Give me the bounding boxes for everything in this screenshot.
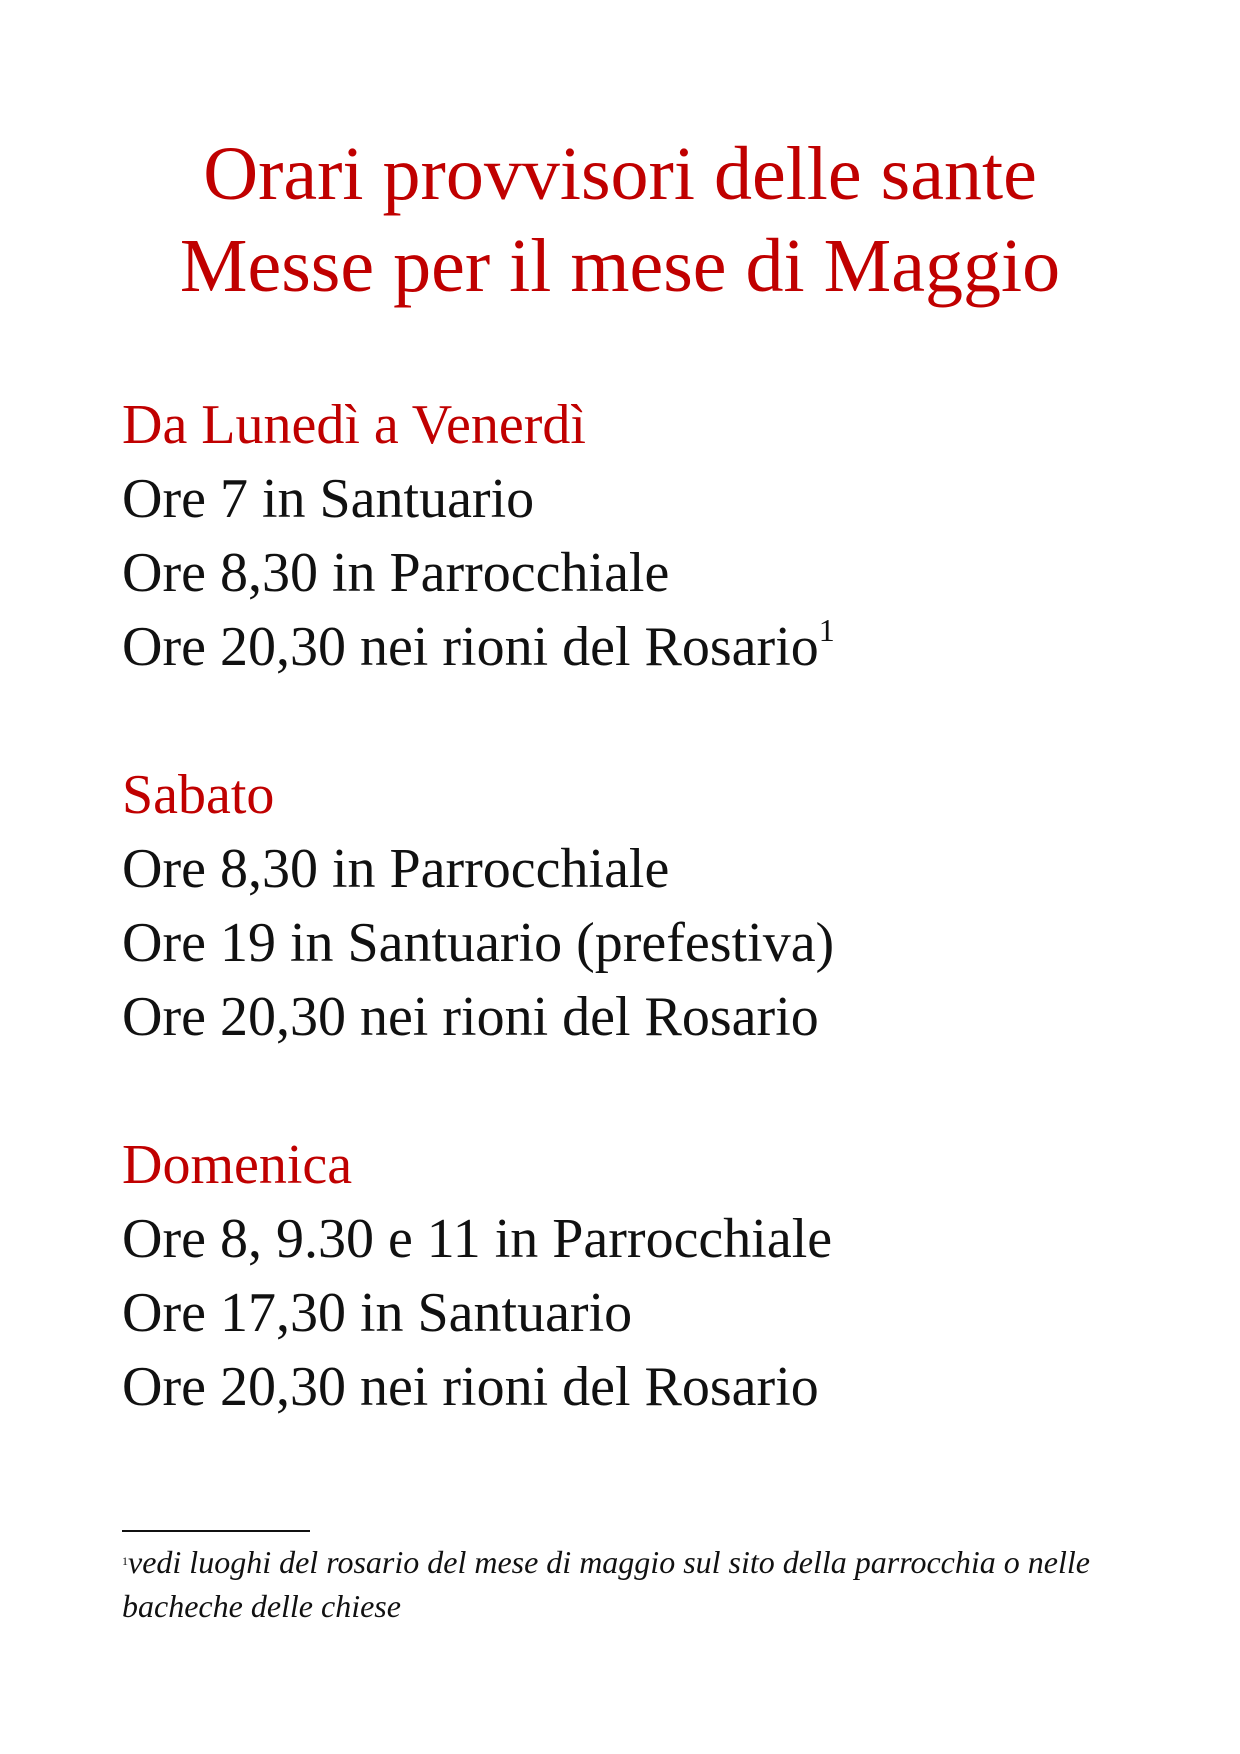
schedule-line: Ore 8,30 in Parrocchiale bbox=[122, 838, 670, 900]
schedule-line: Ore 17,30 in Santuario bbox=[122, 1282, 633, 1344]
section-sunday bbox=[122, 1128, 1122, 1424]
section-heading: Sabato bbox=[122, 764, 275, 826]
footnote-text: vedi luoghi del rosario del mese di maggio sul sito della parrocchia o nelle bacheche delle chiese bbox=[122, 1544, 1090, 1624]
schedule-line: Ore 8, 9.30 e 11 in Parrocchiale bbox=[122, 1208, 833, 1270]
page-title bbox=[0, 128, 1240, 312]
footnote bbox=[122, 1540, 1122, 1628]
schedule-line: Ore 20,30 nei rioni del Rosario bbox=[122, 986, 819, 1048]
title-line-2: Messe per il mese di Maggio bbox=[179, 224, 1061, 308]
section-heading: Domenica bbox=[122, 1134, 353, 1196]
schedule-line: Ore 8,30 in Parrocchiale bbox=[122, 542, 670, 604]
section-weekdays bbox=[122, 388, 1122, 684]
schedule-line: Ore 7 in Santuario bbox=[122, 468, 535, 530]
footnote-divider bbox=[122, 1530, 310, 1532]
section-heading: Da Lunedì a Venerdì bbox=[122, 394, 586, 456]
schedule-line: Ore 20,30 nei rioni del Rosario bbox=[122, 1356, 819, 1418]
schedule-line: Ore 19 in Santuario (prefestiva) bbox=[122, 912, 835, 974]
footnote-reference: 1 bbox=[818, 612, 835, 648]
section-saturday bbox=[122, 758, 1122, 1054]
schedule-line: Ore 20,30 nei rioni del Rosario$^1$ bbox=[122, 612, 835, 678]
footnote-marker: 1 bbox=[122, 1554, 128, 1568]
title-line-1: Orari provvisori delle sante bbox=[203, 132, 1037, 216]
